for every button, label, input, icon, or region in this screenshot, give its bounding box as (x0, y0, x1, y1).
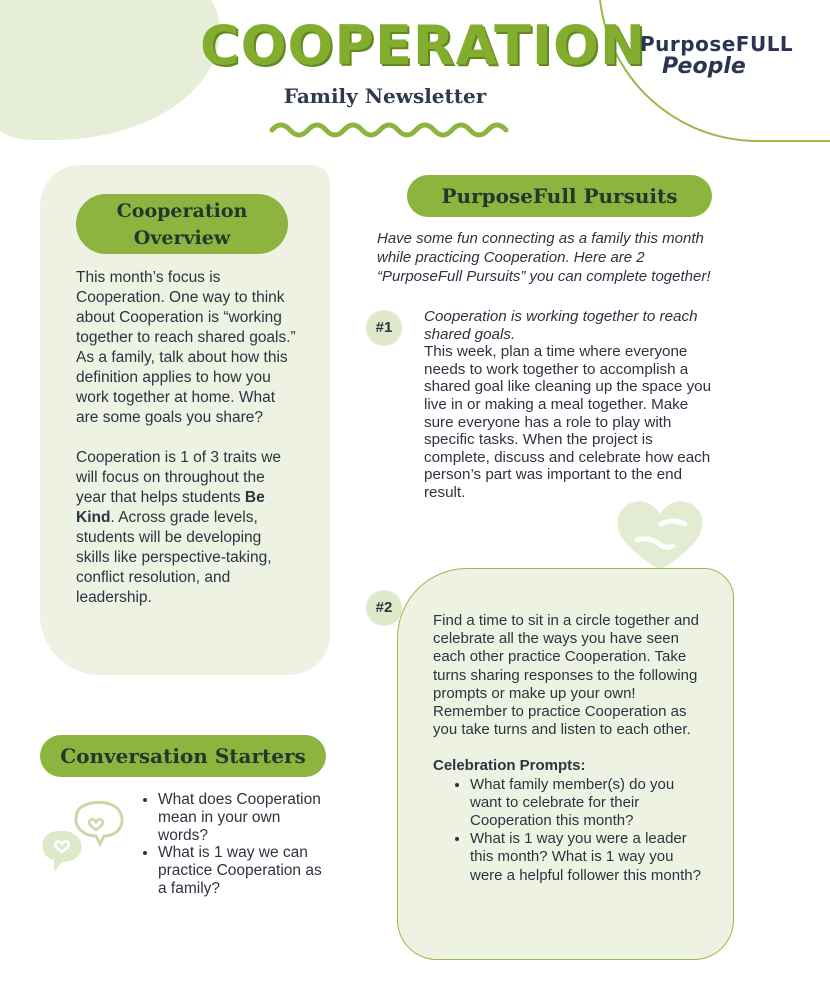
squiggle-divider (270, 120, 502, 140)
pursuit-2 (433, 612, 703, 885)
overview-heading: Cooperation Overview (76, 194, 288, 254)
heart-hands-icon (615, 498, 705, 573)
logo-line-2: People (662, 54, 746, 79)
pursuit-2-text: Find a time to sit in a circle together and celebrate all the ways you have seen each other practice Cooperation. Take turns sharing responses to the following prompts or make up your own! Remember to practice Cooperation as you take turns and listen to each other. (433, 612, 699, 739)
brand-logo (640, 32, 794, 79)
pursuits-heading: PurposeFull Pursuits (407, 175, 712, 217)
pursuit-1 (424, 308, 719, 502)
overview-body (76, 268, 296, 628)
list-item: • What family member(s) do you want to celebrate for their Cooperation this month? (470, 776, 703, 831)
pursuit-1-text: This week, plan a time where everyone needs to work together to accomplish a shared goal like cleaning up the space you live in or making a meal together. Make sure everyone has a role to play with specific tasks. When the project is complete, discuss and celebrate how each person’s part was important to the end result. (424, 343, 712, 501)
overview-text-span: . Across grade levels, students will be developing skills like perspective-taking, conflict resolution, and leadership. (76, 509, 272, 606)
overview-paragraph-2 (76, 448, 296, 608)
pursuit-number-2: #2 (366, 590, 402, 626)
overview-text-span: Cooperation is 1 of 3 traits we will focus on throughout the year that helps students (76, 449, 282, 506)
list-item: • What is 1 way we can practice Cooperation as a family? (158, 844, 325, 897)
page-title: COOPERATION (200, 14, 647, 77)
overview-paragraph-1: This month’s focus is Cooperation. One way to think about Cooperation is “working together to reach shared goals.” As a family, talk about how this definition applies to how you work together at home. What are some goals you share? (76, 269, 296, 426)
page-subtitle: Family Newsletter (283, 84, 487, 108)
pursuit-number-1: #1 (366, 310, 402, 346)
be-kind-emphasis: Be Kind (76, 489, 265, 526)
celebration-prompts-list (433, 776, 703, 885)
pursuits-intro: Have some fun connecting as a family this month while practicing Cooperation. Here are 2 “PurposeFull Pursuits” you can complete together! (377, 230, 711, 285)
list-item: • What is 1 way you were a leader this month? What is 1 way you were a helpful follower this month? (470, 830, 703, 885)
conversation-list (135, 791, 325, 898)
pursuit-1-definition: Cooperation is working together to reach shared goals. (424, 308, 698, 343)
decorative-blob (0, 0, 220, 140)
celebration-prompts-label: Celebration Prompts: (433, 757, 586, 775)
chat-bubbles-icon (38, 800, 128, 875)
conversation-heading: Conversation Starters (40, 735, 326, 777)
logo-line-1: PurposeFULL (640, 32, 794, 56)
list-item: • What does Cooperation mean in your own words? (158, 791, 325, 844)
